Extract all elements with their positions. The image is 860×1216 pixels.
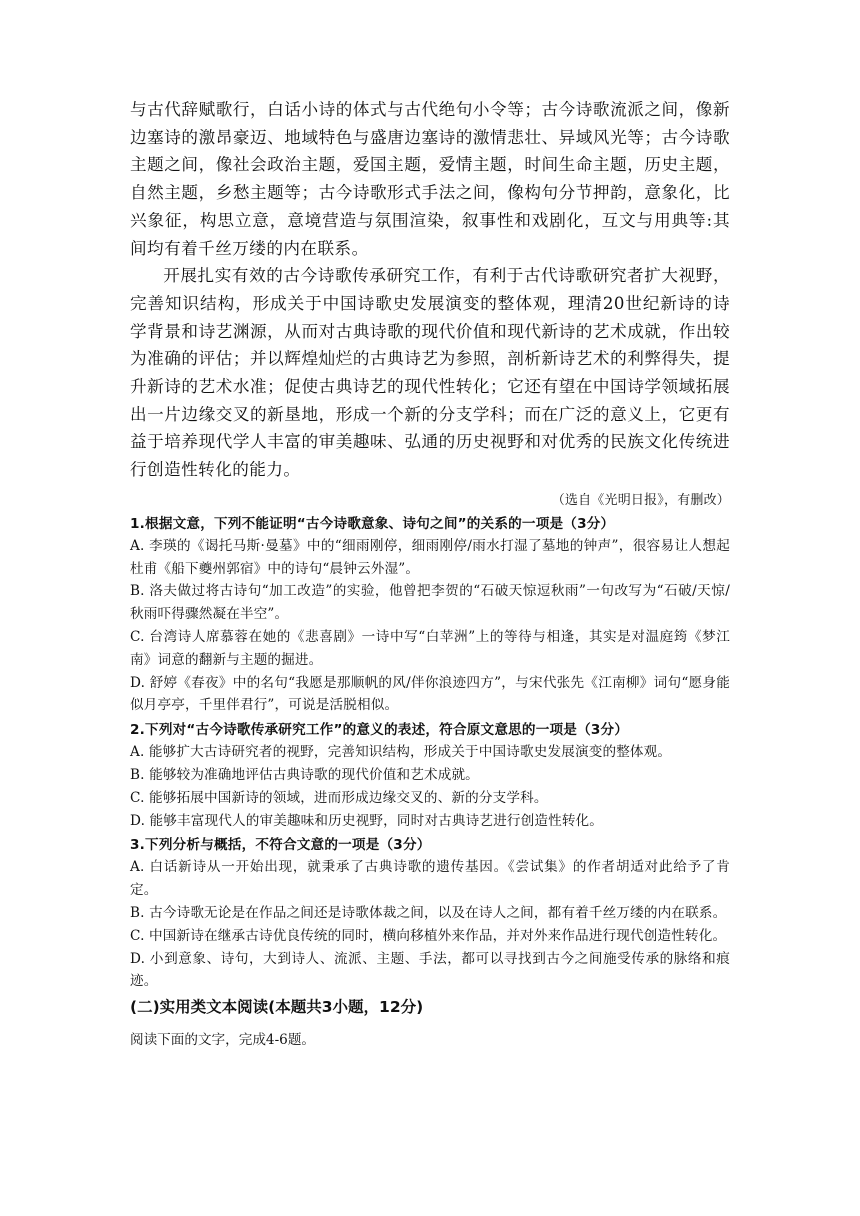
option-d: D. 能够丰富现代人的审美趣味和历史视野，同时对古典诗艺进行创造性转化。 [130,812,604,829]
passage-paragraph-1: 与古代辞赋歌行，白话小诗的体式与古代绝句小令等；古今诗歌流派之间，像新边塞诗的激昂豪迈、地域特色与盛唐边塞诗的激情悲壮、异域风光等；古今诗歌主题之间，像社会政治主题，爱国主题，爱情主题，时间生命主题，历史主题，自然主题，乡愁主题等；古今诗歌形式手法之间，像构句分节押韵，意象化，比兴象征，构思立意，意境营造与氛围渲染，叙事性和戏剧化，互文与用典等:其间均有着千丝万缕的内在联系。 [130,100,730,258]
option-b: B. 洛夫做过将古诗句“加工改造”的实验，他曾把李贺的“石破天惊逗秋雨”一句改写为“石破/天惊/秋雨吓得骤然凝在半空”。 [130,583,730,623]
option-a: A. 白话新诗从一开始出现，就秉承了古典诗歌的遗传基因。《尝试集》的作者胡适对此给予了肯定。 [130,859,730,899]
option-a: A. 李瑛的《谒托马斯·曼墓》中的“细雨刚停，细雨刚停/雨水打湿了墓地的钟声”，很容易让人想起杜甫《船下夔州郭宿》中的诗句“晨钟云外湿”。 [130,537,730,577]
option-a: A. 能够扩大古诗研究者的视野，完善知识结构，形成关于中国诗歌史发展演变的整体观。 [130,744,672,761]
question-title: 1.根据文意，下列不能证明“古今诗歌意象、诗句之间”的关系的一项是（3分） [130,515,615,532]
option-c: C. 中国新诗在继承古诗优良传统的同时，横向移植外来作品，并对外来作品进行现代创造性转化。 [130,927,727,944]
passage-paragraph-2: 开展扎实有效的古今诗歌传承研究工作，有利于古代诗歌研究者扩大视野，完善知识结构，形成关于中国诗歌史发展演变的整体观，理清20世纪新诗的诗学背景和诗艺渊源，从而对古典诗歌的现代价值和现代新诗的艺术成就，作出较为准确的评估；并以辉煌灿烂的古典诗艺为参照，剖析新诗艺术的利弊得失，提升新诗的艺术水准；促使古典诗艺的现代性转化；它还有望在中国诗学领域拓展出一片边缘交叉的新垦地，形成一个新的分支学科；而在广泛的意义上，它更有益于培养现代学人丰富的审美趣味、弘通的历史视野和对优秀的民族文化传统进行创造性转化的能力。 [130,266,730,480]
option-b: B. 古今诗歌无论是在作品之间还是诗歌体裁之间，以及在诗人之间，都有着千丝万缕的内在联系。 [130,905,727,921]
section-heading: (二)实用类文本阅读(本题共3小题，12分) [130,998,424,1017]
option-b: B. 能够较为准确地评估古典诗歌的现代价值和艺术成就。 [130,767,479,784]
question-2 [130,719,730,832]
passage [130,96,730,484]
option-d: D. 舒婷《春夜》中的名句“我愿是那顺帆的风/伴你浪迹四方”，与宋代张先《江南柳》词句“愿身能似月亭亭，千里伴君行”，可说是活脱相似。 [130,674,730,714]
question-title: 2.下列对“古今诗歌传承研究工作”的意义的表述，符合原文意思的一项是（3分） [130,722,629,739]
section-instruction: 阅读下面的文字，完成4-6题。 [130,1032,316,1049]
question-3 [130,834,730,993]
passage-source: （选自《光明日报》，有删改） [551,492,730,508]
option-c: C. 能够拓展中国新诗的领域，进而形成边缘交叉的、新的分支学科。 [130,789,548,806]
question-title: 3.下列分析与概括，不符合文意的一项是（3分） [130,837,431,854]
document-content [130,96,730,1051]
option-c: C. 台湾诗人席慕蓉在她的《悲喜剧》一诗中写“白苹洲”上的等待与相逢，其实是对温庭筠《梦江南》词意的翻新与主题的掘进。 [130,629,730,668]
question-1 [130,513,730,717]
option-d: D. 小到意象、诗句，大到诗人、流派、主题、手法，都可以寻找到古今之间施受传承的脉络和痕迹。 [130,950,730,990]
